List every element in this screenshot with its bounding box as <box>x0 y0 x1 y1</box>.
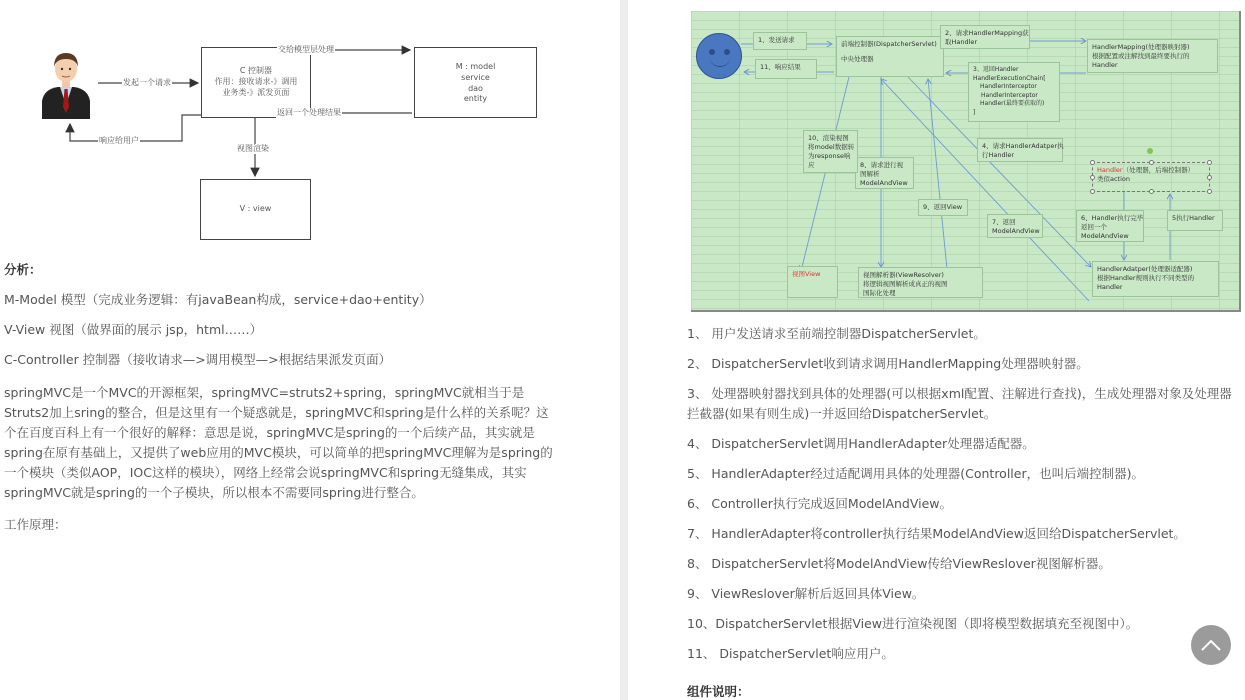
handler-box-selected[interactable] <box>1092 162 1210 192</box>
step-item: 3、 处理器映射器找到具体的处理器(可以根据xml配置、注解进行查找)，生成处理器对象及处理器拦截器(如果有则生成)一并返回给DispatcherServlet。 <box>687 386 1232 421</box>
controller-desc-1: 作用：接收请求-》调用 <box>214 77 298 87</box>
handler-desc: （处理器，后端控制器） <box>1122 166 1195 174</box>
handler-mapping-box <box>1087 39 1218 73</box>
flow-step-7-line1: 7、返回 <box>992 218 1016 226</box>
step-item: 8、 DispatcherServlet将ModelAndView传给ViewReslover视图解析器。 <box>687 556 1111 571</box>
flow-step-4-line1: 4、请求HandlerAdatper执 <box>982 142 1064 150</box>
analysis-heading: 分析： <box>4 262 42 277</box>
components-heading: 组件说明： <box>687 684 750 699</box>
flow-step-9: 9、返回View <box>918 199 968 216</box>
handler-mapping-line1: HandlerMapping(处理器映射器) <box>1092 43 1190 51</box>
flow-step-3-line5: Handler(最终要获取的) <box>980 100 1045 107</box>
view-resolver-line3: 国际化处理 <box>863 289 896 297</box>
model-box <box>414 47 537 118</box>
handler-adapter-line3: Handler <box>1097 283 1123 291</box>
flow-step-2-line1: 2、请求HandlerMapping获 <box>945 29 1029 37</box>
handler-title: Handler <box>1097 166 1123 174</box>
flow-step-2 <box>940 25 1030 49</box>
step-item: 2、 DispatcherServlet收到请求调用HandlerMapping处理器映射器。 <box>687 356 1089 371</box>
arrow-label-to-model: 交给模型层处理 <box>278 45 334 54</box>
step-item: 10、DispatcherServlet根据View进行渲染视图（即将模型数据填充至视图中）。 <box>687 616 1139 631</box>
flow-step-7 <box>987 214 1043 238</box>
flow-step-4-line2: 行Handler <box>982 151 1015 159</box>
dispatcher-title: 前端控制器(DispatcherServlet) <box>841 40 937 48</box>
view-resolver-box <box>858 267 983 298</box>
flow-step-3 <box>968 62 1060 122</box>
arrow-label-respond-user: 响应给用户 <box>99 136 139 145</box>
flow-step-3-line1: 3、返回Handler <box>973 66 1019 73</box>
flow-step-8-line2: 图解析 <box>860 170 880 178</box>
flow-step-10-line3: 为response响 <box>808 152 851 160</box>
springmvc-paragraph: springMVC是一个MVC的开源框架，springMVC=struts2+spring，springMVC就相当于是Struts2加上sring的整合，但是这里有一个疑惑就是，springMVC和spring是什么样的关系呢？这个在百度百科上有一个很好的解释：意思是说，springMVC是spring的一个后续产品，其实就是spring在原有基础上，又提供了web应用的MVC模块，可以简单的把springMVC理解为是spring的一个模块（类似AOP，IOC这样的模块），网络上经常会说springMVC和spring无缝集成，其实springMVC就是spring的一个子模块，所以根本不需要同spring进行整合。 <box>4 385 553 500</box>
view-resolver-line1: 视图解析器(ViewResolver) <box>863 271 944 279</box>
chevron-up-icon <box>1200 638 1222 652</box>
flow-step-6 <box>1076 210 1144 242</box>
left-document-pane <box>0 0 620 700</box>
flow-step-10 <box>803 130 858 173</box>
model-entity: entity <box>463 94 488 104</box>
back-to-top-button[interactable] <box>1191 625 1231 665</box>
flow-step-11: 11、响应结果 <box>755 59 817 79</box>
view-box <box>787 266 838 298</box>
step-item: 1、 用户发送请求至前端控制器DispatcherServlet。 <box>687 326 986 341</box>
dispatcher-servlet-box <box>836 36 944 77</box>
rotate-handle[interactable] <box>1147 148 1153 154</box>
workflow-steps-list <box>687 324 1242 674</box>
controller-title: C 控制器 <box>239 66 273 76</box>
step-item: 5、 HandlerAdapter经过适配调用具体的处理器(Controller，也叫后端控制器)。 <box>687 466 1144 481</box>
user-smiley-icon <box>696 33 742 79</box>
flow-step-3-line4: HandlerInterceptor <box>981 91 1038 99</box>
flow-step-8 <box>855 157 914 189</box>
pane-divider[interactable] <box>620 0 628 700</box>
arrow-label-render-view: 视图渲染 <box>237 144 269 153</box>
flow-step-5: 5执行Handler <box>1167 210 1223 231</box>
flow-step-6-line3: ModelAndView <box>1081 232 1129 240</box>
view-box <box>200 179 311 240</box>
step-item: 6、 Controller执行完成返回ModelAndView。 <box>687 496 953 511</box>
handler-action: 类似action <box>1097 175 1131 183</box>
principle-heading: 工作原理： <box>4 517 67 532</box>
springmvc-flow-diagram <box>691 11 1241 312</box>
arrow-label-return-result: 返回一个处理结果 <box>277 108 341 117</box>
step-item: 7、 HandlerAdapter将controller执行结果ModelAndView返回给DispatcherServlet。 <box>687 526 1186 541</box>
mvc-diagram <box>0 0 620 250</box>
user-avatar-icon <box>38 45 82 119</box>
view-description: V-View 视图（做界面的展示 jsp，html……） <box>4 322 263 337</box>
flow-step-3-line6: ] <box>973 108 976 116</box>
flow-step-3-line2: HandlerExecutionChain[ <box>973 74 1046 82</box>
model-title: M : model <box>455 62 496 71</box>
flow-step-4 <box>977 138 1063 162</box>
flow-step-3-line3: HandlerInterceptor <box>980 83 1037 90</box>
step-item: 11、 DispatcherServlet响应用户。 <box>687 646 894 661</box>
model-description: M-Model 模型（完成业务逻辑：有javaBean构成，service+dao+entity） <box>4 292 432 307</box>
flow-step-8-line3: ModelAndView <box>860 179 908 187</box>
model-dao: dao <box>468 83 483 93</box>
arrow-label-request: 发起一个请求 <box>123 78 171 87</box>
step-item: 9、 ViewReslover解析后返回具体View。 <box>687 586 925 601</box>
flow-step-7-line2: ModelAndView <box>992 227 1040 235</box>
model-service: service <box>461 72 490 82</box>
step-item: 4、 DispatcherServlet调用HandlerAdapter处理器适配器。 <box>687 436 1035 451</box>
controller-description: C-Controller 控制器（接收请求—>调用模型—>根据结果派发页面） <box>4 352 392 367</box>
flow-step-10-line4: 应 <box>808 161 815 169</box>
flow-step-6-line1: 6、Handler执行完毕 <box>1081 214 1144 222</box>
handler-adapter-line2: 根据Handler规则执行不同类型的 <box>1097 274 1195 282</box>
view-resolver-line2: 将逻辑视图解析成真正的视图 <box>863 280 948 288</box>
handler-mapping-line3: Handler <box>1092 61 1118 69</box>
view-label: 视图View <box>792 270 821 278</box>
flow-step-8-line1: 8、请求进行视 <box>860 161 904 169</box>
flow-step-6-line2: 返回一个 <box>1081 223 1107 231</box>
view-title: V : view <box>239 204 272 214</box>
handler-adapter-box <box>1092 261 1219 297</box>
flow-step-1: 1、发送请求 <box>753 32 807 50</box>
flow-step-10-line1: 10、渲染视图 <box>808 134 849 142</box>
handler-adapter-line1: HandlerAdatper(处理器适配器) <box>1097 265 1193 273</box>
controller-desc-2: 业务类-》派发页面 <box>222 87 290 97</box>
flow-step-2-line2: 取Handler <box>945 38 978 46</box>
handler-mapping-line2: 根据配置或注解找到最终要执行的 <box>1092 52 1190 60</box>
dispatcher-subtitle: 中央处理器 <box>841 55 874 63</box>
flow-step-10-line2: 将model数据转 <box>808 143 855 151</box>
